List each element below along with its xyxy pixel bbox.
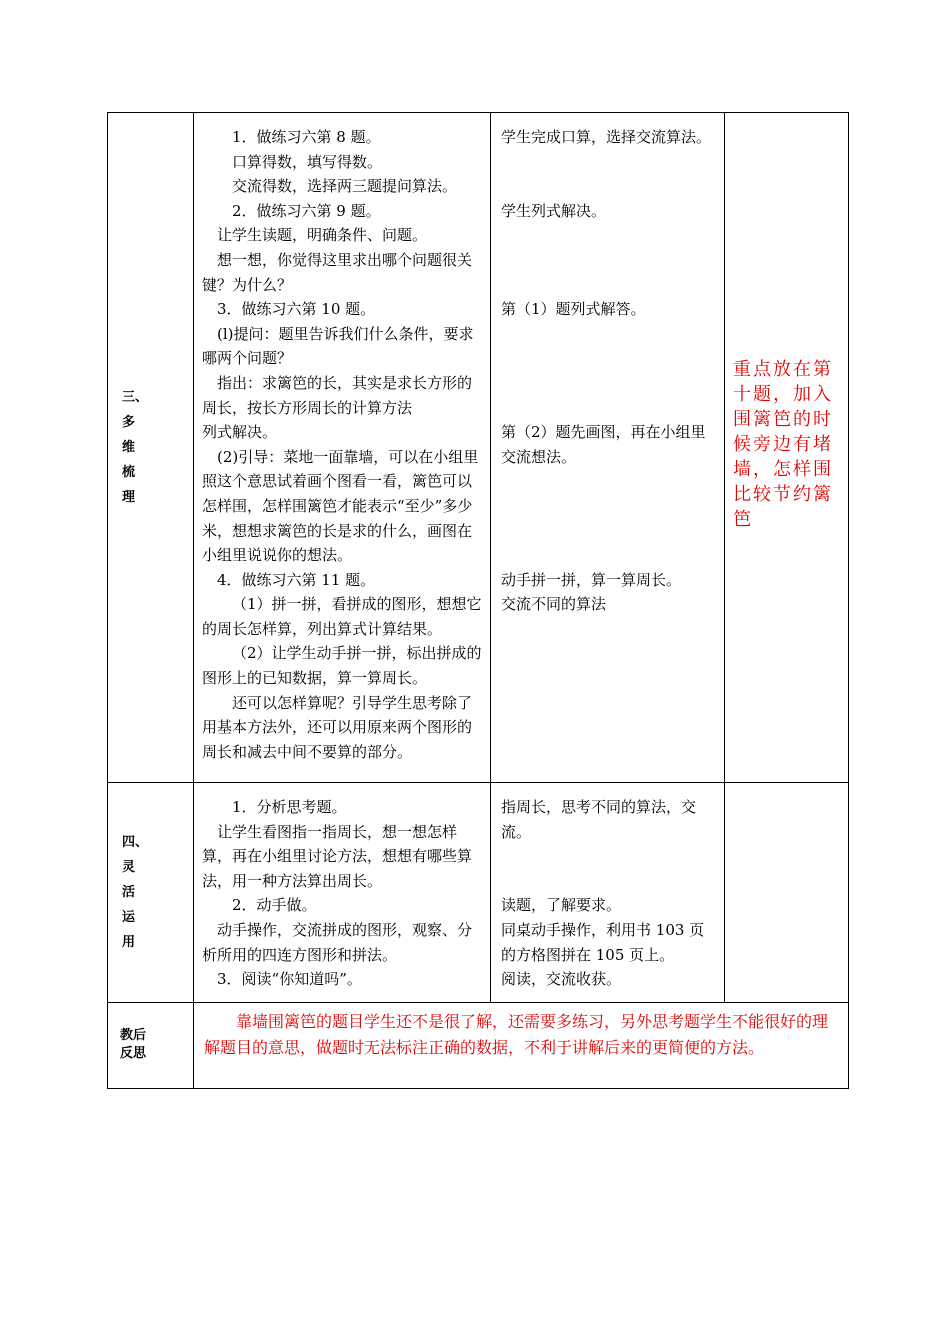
stage-char: 运 xyxy=(122,909,136,925)
teacher-line: (2)引导：菜地一面靠墙，可以在小组里照这个意思试着画个图看一看，篱笆可以怎样围，怎样围篱笆才能表示“至少”多少米，想想求篱笆的长是求的什么，画图在小组里说说你的想法。 xyxy=(202,447,479,565)
reflection-text: 靠墙围篱笆的题目学生还不是很了解，还需要多练习，另外思考题学生不能很好的理解题目的意思，做题时无法标注正确的数据，不利于讲解后来的更简便的方法。 xyxy=(204,1011,829,1057)
section-3-row xyxy=(108,113,849,783)
student-line: 第（2）题先画图，再在小组里交流想法。 xyxy=(501,423,706,466)
stage-char: 用 xyxy=(122,934,136,950)
section-3-label xyxy=(108,113,194,783)
remark-text: 重点放在第十题，加入围篱笆的时候旁边有堵墙，怎样围比较节约篱笆 xyxy=(733,359,833,530)
teacher-line: 指出：求篱笆的长，其实是求长方形的周长，按长方形周长的计算方法 xyxy=(202,373,473,417)
teacher-line: 让学生读题，明确条件、问题。 xyxy=(217,226,428,245)
stage-char: 活 xyxy=(122,884,136,900)
teacher-line: 让学生看图指一指周长，想一想怎样算，再在小组里讨论方法，想想有哪些算法，用一种方法算出周长。 xyxy=(202,822,473,890)
teacher-line: 3．阅读“你知道吗”。 xyxy=(217,970,362,989)
student-line: 第（1）题列式解答。 xyxy=(501,300,646,319)
stage-char: 灵 xyxy=(122,859,136,875)
stage-char: 多 xyxy=(122,415,136,430)
section-4-row xyxy=(108,783,849,1003)
student-line: 交流不同的算法 xyxy=(501,595,607,614)
section-4-teacher-activities xyxy=(194,783,491,1003)
lesson-plan-table xyxy=(107,112,849,1089)
section-4-label xyxy=(108,783,194,1003)
stage-char: 维 xyxy=(122,440,136,455)
student-line: 读题，了解要求。 xyxy=(501,896,622,915)
student-line: 指周长，思考不同的算法，交流。 xyxy=(501,798,697,841)
reflection-row xyxy=(108,1002,849,1088)
teacher-line: （1）拼一拼，看拼成的图形，想想它的周长怎样算，列出算式计算结果。 xyxy=(202,595,482,638)
student-line: 学生完成口算，选择交流算法。 xyxy=(501,128,712,146)
student-line: 动手拼一拼，算一算周长。 xyxy=(501,570,682,589)
teacher-line: 2．做练习六第 9 题。 xyxy=(232,201,381,220)
teacher-line: (l)提问：题里告诉我们什么条件，要求哪两个问题？ xyxy=(202,324,474,368)
teacher-line: 1．做练习六第 8 题。 xyxy=(232,128,381,146)
teacher-line: 想一想，你觉得这里求出哪个问题很关键？为什么？ xyxy=(202,250,473,294)
section-3-student-activities xyxy=(491,113,725,783)
teacher-line: 3．做练习六第 10 题。 xyxy=(217,300,376,319)
student-line: 阅读，交流收获。 xyxy=(501,970,622,989)
stage-char: 四、 xyxy=(122,834,149,850)
section-4-remarks xyxy=(725,783,849,1003)
section-3-teacher-activities xyxy=(194,113,491,783)
teacher-line: 列式解决。 xyxy=(202,423,278,442)
teacher-line: （2）让学生动手拼一拼，标出拼成的图形上的已知数据，算一算周长。 xyxy=(202,644,482,688)
section-4-student-activities xyxy=(491,783,725,1003)
teacher-line: 还可以怎样算呢？引导学生思考除了用基本方法外，还可以用原来两个图形的周长和减去中间不要算的部分。 xyxy=(202,693,473,761)
student-line: 学生列式解决。 xyxy=(501,201,607,220)
teacher-line: 口算得数，填写得数。 xyxy=(232,152,383,171)
reflection-label xyxy=(108,1002,194,1088)
teacher-line: 动手操作，交流拼成的图形，观察、分析所用的四连方图形和拼法。 xyxy=(202,920,473,964)
reflection-content xyxy=(194,1002,849,1088)
teacher-line: 4．做练习六第 11 题。 xyxy=(217,570,376,589)
teacher-line: 1．分析思考题。 xyxy=(232,798,347,816)
teacher-line: 交流得数，选择两三题提问算法。 xyxy=(232,177,458,196)
teacher-line: 2．动手做。 xyxy=(232,896,317,915)
stage-char: 三、 xyxy=(122,390,149,405)
reflection-label-line: 反思 xyxy=(120,1046,147,1062)
section-3-remarks xyxy=(725,113,849,783)
reflection-label-line: 教后 xyxy=(120,1028,147,1044)
stage-char: 理 xyxy=(122,490,136,505)
student-line: 同桌动手操作，利用书 103 页的方格图拼在 105 页上。 xyxy=(501,920,705,964)
stage-char: 梳 xyxy=(122,465,136,480)
